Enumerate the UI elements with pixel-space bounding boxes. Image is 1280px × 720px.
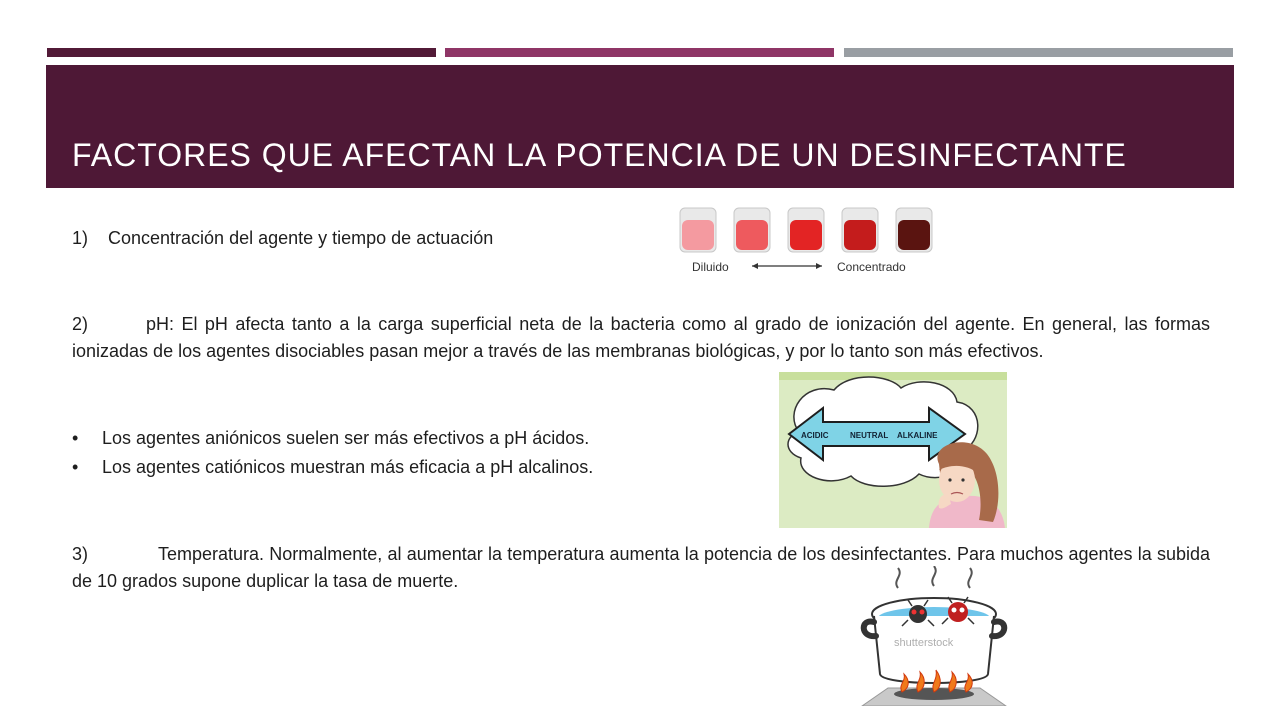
- item-number: 2): [72, 314, 89, 334]
- steam-icon: [896, 566, 971, 588]
- bullet-marker: •: [72, 457, 79, 477]
- beakers-illustration: [670, 200, 950, 278]
- accent-bar-dark: [47, 48, 436, 57]
- bullet-text: Los agentes catiónicos muestran más eficacia a pH alcalinos.: [102, 457, 594, 477]
- label-diluido: Diluido: [692, 260, 729, 274]
- beaker-row: [680, 208, 932, 252]
- boiling-pot-illustration: [858, 566, 1010, 706]
- bullet-text: Los agentes aniónicos suelen ser más efectivos a pH ácidos.: [102, 428, 590, 448]
- ph-thought-illustration: [779, 372, 1007, 528]
- beaker-liquid: [898, 220, 930, 250]
- beaker-liquid: [790, 220, 822, 250]
- bullet-item: [72, 454, 593, 481]
- beaker-icon: [788, 208, 824, 252]
- item-text: pH: El pH afecta tanto a la carga superficial neta de la bacteria como al grado de ionización del agente. En general, las formas ionizadas de los agentes disociables pasan mejor a través de las membranas biológicas, y por lo tanto son más efectivos.: [72, 314, 1210, 361]
- label-acidic: ACIDIC: [801, 431, 829, 440]
- item-concentration: [72, 225, 493, 252]
- bullet-item: [72, 425, 589, 452]
- item-number: 3): [72, 544, 89, 564]
- beaker-icon: [842, 208, 878, 252]
- item-text: Temperatura. Normalmente, al aumentar la temperatura aumenta la potencia de los desinfectantes. Para muchos agentes la subida de 10 grados supone duplicar la tasa de muerte.: [72, 544, 1210, 591]
- beaker-liquid: [844, 220, 876, 250]
- beaker-liquid: [736, 220, 768, 250]
- label-neutral: NEUTRAL: [850, 431, 889, 440]
- slide-title: FACTORES QUE AFECTAN LA POTENCIA DE UN DESINFECTANTE: [72, 137, 1127, 173]
- beaker-liquid: [682, 220, 714, 250]
- item-text: Concentración del agente y tiempo de actuación: [108, 228, 494, 248]
- bullet-marker: •: [72, 428, 79, 448]
- beaker-icon: [734, 208, 770, 252]
- beaker-icon: [896, 208, 932, 252]
- label-concentrado: Concentrado: [837, 260, 906, 274]
- accent-bar-gray: [844, 48, 1233, 57]
- label-alkaline: ALKALINE: [897, 431, 938, 440]
- double-arrow-icon: [752, 263, 822, 269]
- accent-bar-magenta: [445, 48, 834, 57]
- item-number: 1): [72, 228, 89, 248]
- item-ph: [72, 311, 1210, 365]
- watermark-text: shutterstock: [894, 637, 954, 649]
- item-temperature: [72, 541, 1210, 595]
- beaker-icon: [680, 208, 716, 252]
- title-band: [46, 65, 1234, 188]
